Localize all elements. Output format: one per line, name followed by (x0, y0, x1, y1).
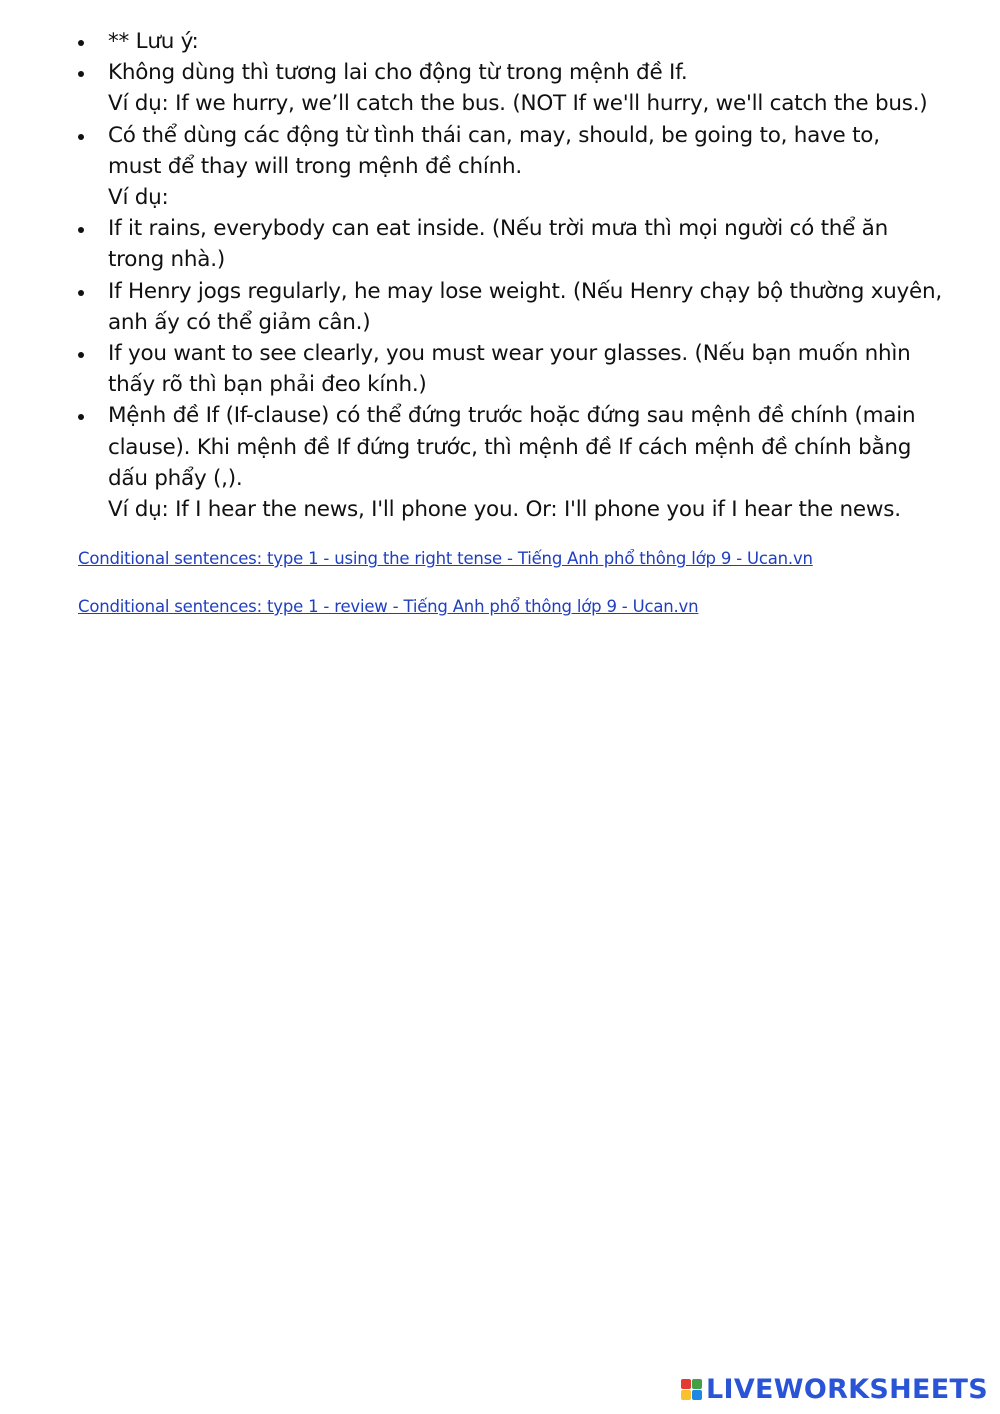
liveworksheets-logo-icon (681, 1379, 702, 1400)
brand-wordmark: LIVEWORKSHEETS (705, 1373, 988, 1405)
link-using-right-tense[interactable]: Conditional sentences: type 1 - using the right tense - Tiếng Anh phổ thông lớp 9 - Ucan.vn (78, 549, 813, 568)
bullet-icon (78, 227, 84, 233)
bullet-icon (78, 134, 84, 140)
list-item (78, 276, 942, 338)
list-item-text: ** Lưu ý: (108, 29, 199, 54)
list-item-text: dấu phẩy (,). (108, 465, 243, 491)
list-item (78, 338, 938, 400)
list-item (78, 120, 938, 214)
bullet-icon (78, 414, 84, 420)
list-item-text: Mệnh đề If (If-clause) có thể đứng trước hoặc đứng sau mệnh đề chính (main (108, 403, 916, 429)
logo-tile (681, 1379, 691, 1389)
logo-tile (692, 1379, 702, 1389)
list-item-text: Không dùng thì tương lai cho động từ trong mệnh đề If. (108, 60, 688, 86)
liveworksheets-brand (681, 1372, 988, 1406)
list-item-text: If you want to see clearly, you must wear your glasses. (Nếu bạn muốn nhìn (108, 341, 911, 367)
list-item-text: Có thể dùng các động từ tình thái can, may, should, be going to, have to, (108, 122, 880, 148)
list-item (78, 213, 938, 275)
notes-list (78, 26, 942, 525)
list-item-text: anh ấy có thể giảm cân.) (108, 309, 371, 335)
bullet-icon (78, 290, 84, 296)
list-item (78, 26, 938, 57)
list-item-text: If it rains, everybody can eat inside. (Nếu trời mưa thì mọi người có thể ăn (108, 216, 888, 242)
list-item-text: trong nhà.) (108, 247, 225, 273)
bullet-icon (78, 352, 84, 358)
bullet-icon (78, 40, 84, 46)
logo-tile (692, 1390, 702, 1400)
list-item-text: Ví dụ: (108, 185, 169, 211)
list-item-text: thấy rõ thì bạn phải đeo kính.) (108, 372, 427, 398)
list-item-text: Ví dụ: If I hear the news, I'll phone you. Or: I'll phone you if I hear the news. (108, 497, 901, 523)
logo-tile (681, 1390, 691, 1400)
list-item-text: clause). Khi mệnh đề If đứng trước, thì mệnh đề If cách mệnh đề chính bằng (108, 434, 912, 460)
list-item-text: must để thay will trong mệnh đề chính. (108, 153, 522, 179)
reference-links (78, 547, 958, 643)
list-item-text: If Henry jogs regularly, he may lose weight. (Nếu Henry chạy bộ thường xuyên, (108, 278, 942, 304)
list-item (78, 400, 938, 525)
bullet-icon (78, 71, 84, 77)
list-item-text: Ví dụ: If we hurry, we’ll catch the bus. (NOT If we'll hurry, we'll catch the bus.) (108, 91, 928, 117)
link-review[interactable]: Conditional sentences: type 1 - review - Tiếng Anh phổ thông lớp 9 - Ucan.vn (78, 597, 699, 616)
list-item (78, 57, 938, 119)
